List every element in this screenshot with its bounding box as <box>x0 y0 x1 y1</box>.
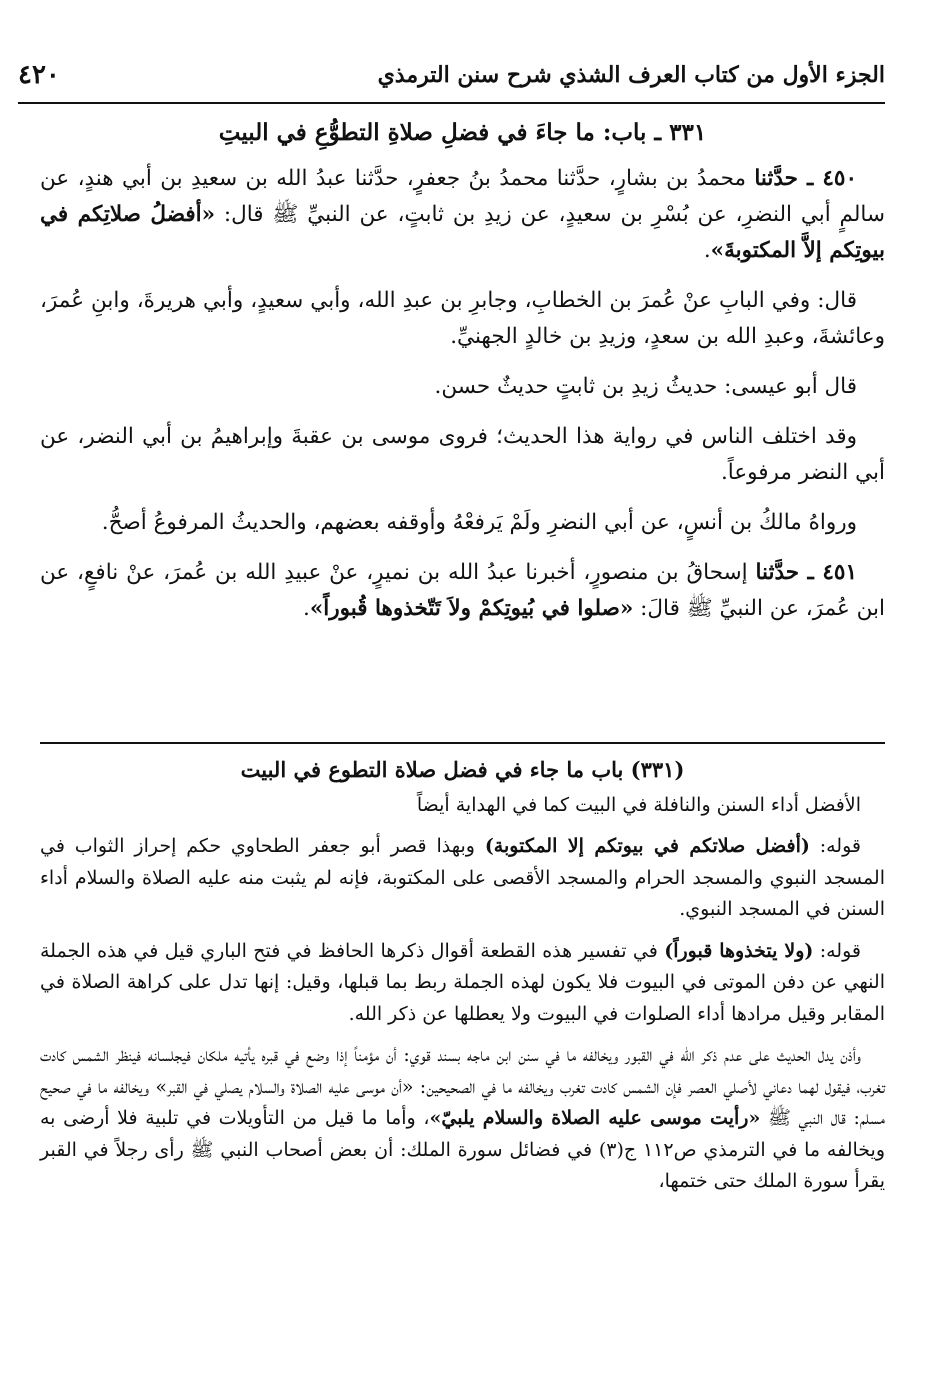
narration-difference: وقد اختلف الناس في رواية هذا الحديث؛ فروى موسى بن عقبةَ وإبراهيمُ بن أبي النضر، عن أبي النضر مرفوعاً. <box>40 424 885 485</box>
hadith-number: ٤٥٠ ـ حدَّثنا <box>754 166 857 191</box>
page-number: ٤٢٠ <box>18 60 60 90</box>
page-header <box>18 48 885 104</box>
body-text: في تفسير هذه القطعة أقوال ذكرها الحافظ في فتح الباري قيل في هذه الجملة النهي عن دفن الموتى في البيوت فلا يكون لهذه الجملة ربط بما قبلها، وقيل: إنها تدل على كراهة الصلاة في المقابر وقيل مرادها أداء الصلوات في البيوت ولا يعطلها عن ذكر الله. <box>40 939 885 1025</box>
malik-narration: ورواهُ مالكُ بن أنسٍ، عن أبي النضرِ ولَمْ يَرفعْهُ وأوقفه بعضهم، والحديثُ المرفوعُ أصحُّ. <box>101 510 857 535</box>
commentary-paragraph <box>40 1040 885 1198</box>
chapter-heading: ٣٣١ ـ باب: ما جاءَ في فضلِ صلاةِ التطوُّعِ في البيتِ <box>218 119 707 146</box>
hadith-451 <box>40 555 885 627</box>
commentary-paragraph <box>40 936 885 1031</box>
commentary-paragraph <box>40 831 885 926</box>
matn-text: «أفضلُ صلاتِكم في بيوتِكم إلاَّ المكتوبةَ» <box>40 202 885 263</box>
commentary-paragraph: الأفضل أداء السنن والنافلة في البيت كما في الهداية أيضاً <box>416 793 861 816</box>
isnad-text: إسحاقُ بن منصورٍ، أخبرنا عبدُ الله بن نميرٍ، عنْ عبيدِ الله بن عُمرَ، عنْ نافعٍ، عن ابن عُمرَ، عن النبيِّ ﷺ قالَ: <box>40 560 885 621</box>
body-text: ، وأما ما قيل من التأويلات في تلبية فلا أرضى به ويخالفه ما في الترمذي ص١١٢ ج(٣) في فضائل سورة الملك: أن بعض أصحاب النبي ﷺ رأى رجلاً في القبر يقرأ سورة الملك حتى ختمها، <box>40 1107 885 1192</box>
body-text: وأذن يدل الحديث على عدم ذكر الله في القبور ويخالفه ما في سنن ابن ماجه بسند قوي: أن مؤمناً إذا وضع في قبره يأتيه ملكان فيجلسانه فينظر الشمس كادت تغرب، فيقول لهما دعاني لأصلي العصر فإن الشمس كادت تغرب ويخالفه ما في الصحيحين: «أن موسى عليه الصلاة والسلام يصلي في القبر» ويخالفه ما في صحيح مسلم: قال النبي ﷺ <box>40 1044 886 1129</box>
period: . <box>303 596 310 621</box>
isnad-text: محمدُ بن بشارٍ، حدَّثنا محمدُ بنُ جعفرٍ، حدَّثنا عبدُ الله بن سعيدِ بن أبي هندٍ، عن سالمٍ أبي النضرِ، عن بُسْرِ بن سعيدٍ، عن زيدِ بن ثابتٍ، عن النبيِّ ﷺ قال: <box>40 166 885 227</box>
bab-note: قال: وفي البابِ عنْ عُمرَ بن الخطابِ، وجابرِ بن عبدِ الله، وأبي سعيدٍ، وأبي هريرةَ، وابنِ عُمرَ، وعائشةَ، وعبدِ الله بن سعدٍ، وزيدِ بن خالدٍ الجهنيِّ. <box>40 288 885 349</box>
hadith-number: ٤٥١ ـ حدَّثنا <box>755 560 857 585</box>
commentary-heading: (٣٣١) باب ما جاء في فضل صلاة التطوع في البيت <box>240 757 685 782</box>
hadith-text <box>40 115 885 641</box>
hadith-450 <box>40 161 885 269</box>
lead-text: قوله: <box>809 835 861 857</box>
commentary-section <box>40 754 885 1208</box>
matn-text: «صلوا في بُيوتِكمْ ولاَ تَتّخذوها قُبوراً» <box>309 596 634 621</box>
lead-text: قوله: <box>813 939 861 962</box>
abu-isa-grading: قال أبو عيسى: حديثُ زيدِ بن ثابتٍ حديثٌ حسن. <box>434 374 857 399</box>
quoted-phrase: (أفضل صلاتكم في بيوتكم إلا المكتوبة) <box>484 835 810 857</box>
quoted-phrase: «رأيت موسى عليه الصلاة والسلام يلبيّ» <box>429 1107 761 1129</box>
commentary-divider <box>40 742 885 744</box>
quoted-phrase: (ولا يتخذوها قبوراً) <box>664 939 814 962</box>
running-title: الجزء الأول من كتاب العرف الشذي شرح سنن الترمذي <box>377 62 885 88</box>
header-rule <box>18 102 885 104</box>
body-text: وبهذا قصر أبو جعفر الطحاوي حكم إحراز الثواب في المسجد النبوي والمسجد الحرام والمسجد الأقصى على المكتوبة، فإنه لم يثبت منه عليه الصلاة والسلام أداء السنن في المسجد النبوي. <box>40 835 885 920</box>
period: . <box>703 238 711 263</box>
